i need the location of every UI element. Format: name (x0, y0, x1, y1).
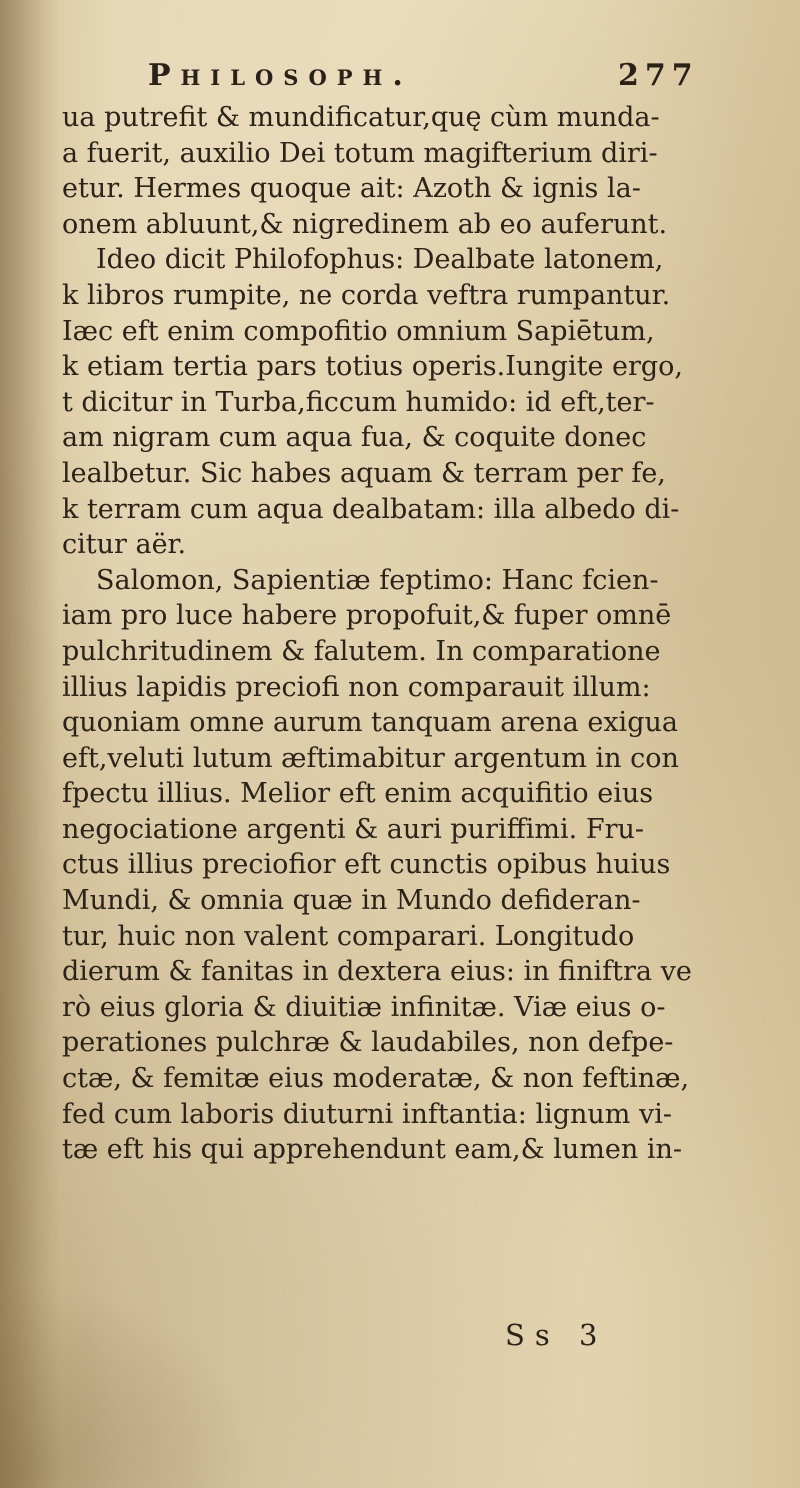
text-line: eft,veluti lutum æftimabitur argentum in con (62, 742, 679, 774)
text-line: a fuerit, auxilio Dei totum magifterium diri- (62, 137, 658, 169)
body-text (62, 100, 762, 1168)
text-line: Ideo dicit Philofophus: Dealbate latonem, (96, 244, 664, 276)
text-line: fpectu illius. Melior eft enim acquifitio eius (62, 778, 654, 810)
text-line: illius lapidis preciofi non comparauit illum: (62, 671, 651, 703)
text-line: etur. Hermes quoque ait: Azoth & ignis la- (62, 173, 641, 205)
page-stain (0, 1280, 260, 1488)
text-line: negociatione argenti & auri puriffimi. Fru- (62, 813, 644, 845)
running-head (0, 58, 800, 98)
text-line: lealbetur. Sic habes aquam & terram per fe, (62, 457, 666, 489)
signature-mark: Ss 3 (505, 1318, 608, 1352)
text-line: k libros rumpite, ne corda veftra rumpantur. (62, 279, 671, 311)
text-line: ua putrefit & mundificatur,quę cùm munda- (62, 102, 660, 133)
text-line: onem abluunt,& nigredinem ab eo auferunt. (62, 208, 668, 240)
text-line: ctus illius preciofior eft cunctis opibus huius (62, 849, 671, 881)
text-line: am nigram cum aqua fua, & coquite donec (62, 422, 647, 454)
text-line: rò eius gloria & diuitiæ infinitæ. Viæ eius o- (62, 991, 666, 1023)
text-line: iam pro luce habere propofuit,& fuper omnē (62, 600, 672, 632)
page-number: 277 (618, 58, 699, 93)
text-line: tur, huic non valent comparari. Longitudo (62, 920, 635, 952)
text-line: dierum & fanitas in dextera eius: in finiftra ve (62, 956, 692, 988)
text-line: ctæ, & femitæ eius moderatæ, & non feftinæ, (62, 1063, 690, 1095)
text-line: tæ eft his qui apprehendunt eam,& lumen in- (62, 1134, 682, 1166)
text-line: pulchritudinem & falutem. In comparatione (62, 635, 661, 667)
gutter-shadow (0, 0, 60, 1488)
text-line: citur aër. (62, 529, 187, 561)
text-line: Salomon, Sapientiæ feptimo: Hanc fcien- (96, 564, 659, 596)
text-line: perationes pulchræ & laudabiles, non defpe- (62, 1027, 674, 1059)
text-line: k terram cum aqua dealbatam: illa albedo di- (62, 493, 680, 525)
text-line: Iæc eft enim compofitio omnium Sapiētum, (62, 315, 655, 347)
text-line: quoniam omne aurum tanquam arena exigua (62, 707, 678, 739)
text-line: k etiam tertia pars totius operis.Iungite ergo, (62, 351, 684, 383)
text-line: Mundi, & omnia quæ in Mundo defideran- (62, 885, 641, 917)
text-line: fed cum laboris diuturni inftantia: lignum vi- (62, 1098, 672, 1130)
running-title: Philosoph. (148, 58, 413, 93)
text-line: t dicitur in Turba,ficcum humido: id eft,ter- (62, 386, 655, 418)
